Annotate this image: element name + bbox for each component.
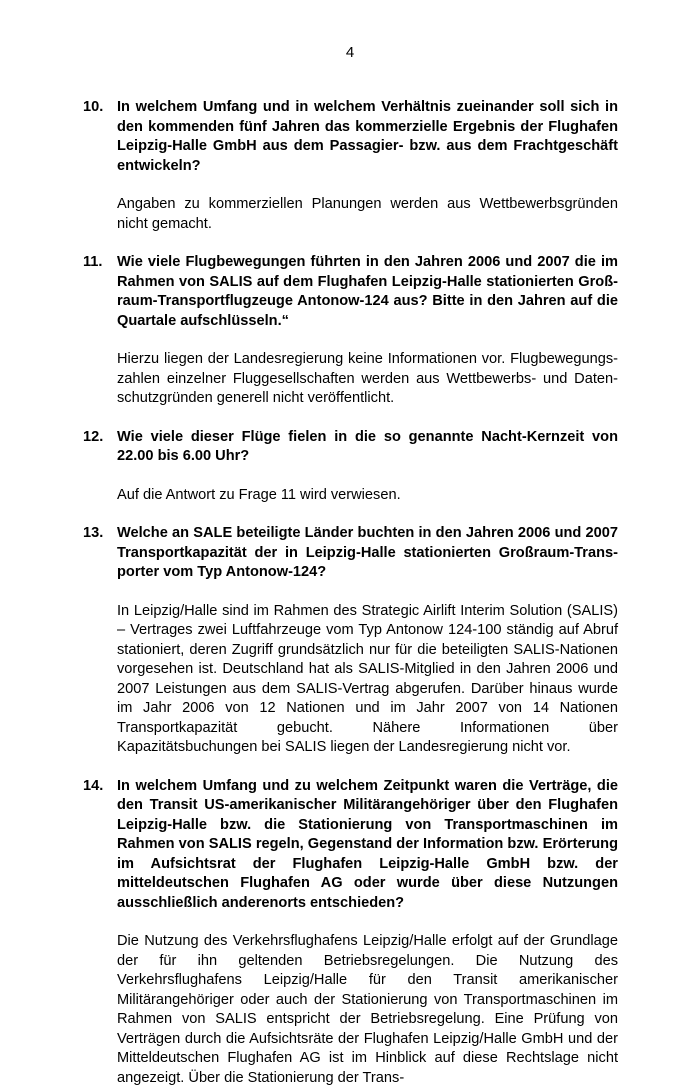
spacer [83, 758, 618, 777]
qa-item-13 [83, 524, 618, 758]
question [83, 524, 618, 583]
question-number: 13. [83, 524, 117, 583]
question-text: In welchem Umfang und in welchem Verhältnis zueinander soll sich in den kommenden fünf Jahren das kommerzielle Ergebnis der Flughafen Leipzig-Halle GmbH aus dem Passagier- bzw. aus dem Frachtgeschäft entwickeln? [117, 98, 618, 176]
question [83, 253, 618, 331]
answer-text: Hierzu liegen der Landesregierung keine Informationen vor. Flugbewegungszahlen einzelner Fluggesellschaften werden aus Wettbewerbs- und Datenschutzgründen generell nicht veröffentlicht. [117, 350, 618, 409]
question [83, 98, 618, 176]
question-number: 12. [83, 428, 117, 467]
spacer [83, 505, 618, 524]
page-number: 4 [0, 44, 700, 61]
question-text: In welchem Umfang und zu welchem Zeitpunkt waren die Verträge, die den Transit US-amerikanischer Militärangehöriger über den Flughafen Leipzig-Halle bzw. die Stationierung von Transportmaschinen im Rahmen von SALIS regeln, Gegenstand der Information bzw. Erörterung im Aufsichtsrat der Flughafen Leipzig-Halle GmbH bzw. der mitteldeutschen Flughafen AG oder wurde über diese Nutzungen ausschließlich anderenorts entschieden? [117, 777, 618, 914]
question-text: Wie viele dieser Flüge fielen in die so genannte Nacht-Kernzeit von 22.00 bis 6.00 Uhr? [117, 428, 618, 467]
answer-text: Die Nutzung des Verkehrsflughafens Leipzig/Halle erfolgt auf der Grundlage der für ihn geltenden Betriebsregelungen. Die Nutzung des Verkehrsflughafens Leipzig/Halle für den Transit amerikanischer Militärangehöriger oder auch der Stationierung von Transportmaschinen im Rahmen von SALIS entspricht der Betriebsregelung. Eine Prüfung von Verträgen durch die Aufsichtsräte der Flughafen Leipzig/Halle GmbH und der Mitteldeutschen Flughafen AG ist im Hinblick auf diese Rechtslage nicht angezeigt. Über die Stationierung der Trans- [117, 932, 618, 1088]
answer-text: Auf die Antwort zu Frage 11 wird verwiesen. [117, 486, 618, 506]
question [83, 777, 618, 914]
spacer [83, 234, 618, 253]
question-number: 11. [83, 253, 117, 331]
question-number: 10. [83, 98, 117, 176]
answer-text: Angaben zu kommerziellen Planungen werden aus Wettbewerbsgründen nicht gemacht. [117, 195, 618, 234]
qa-item-12 [83, 428, 618, 506]
qa-item-10 [83, 98, 618, 234]
spacer [83, 409, 618, 428]
qa-item-11 [83, 253, 618, 409]
question-number: 14. [83, 777, 117, 914]
document-body [83, 98, 618, 1088]
qa-item-14 [83, 777, 618, 1088]
question-text: Wie viele Flugbewegungen führten in den Jahren 2006 und 2007 die im Rahmen von SALIS auf dem Flughafen Leipzig-Halle stationierten Großraum-Transportflugzeuge Antonow-124 aus? Bitte in den Jahren auf die Quartale aufschlüsseln.“ [117, 253, 618, 331]
answer-text: In Leipzig/Halle sind im Rahmen des Strategic Airlift Interim Solution (SALIS) – Vertrages zwei Luftfahrzeuge vom Typ Antonow 124-100 ständig auf Abruf stationiert, deren Zugriff grundsätzlich nur für die beteiligten SALIS-Nationen vorgesehen ist. Deutschland hat als SALIS-Mitglied in den Jahren 2006 und 2007 Leistungen aus dem SALIS-Vertrag abgerufen. Darüber hinaus wurde im Jahr 2006 von 12 Nationen und im Jahr 2007 von 14 Nationen Transportkapazität gebucht. Nähere Informationen über Kapazitätsbuchungen bei SALIS liegen der Landesregierung nicht vor. [117, 602, 618, 758]
question [83, 428, 618, 467]
question-text: Welche an SALE beteiligte Länder buchten in den Jahren 2006 und 2007 Transportkapazität der in Leipzig-Halle stationierten Großraum-Transporter vom Typ Antonow-124? [117, 524, 618, 583]
